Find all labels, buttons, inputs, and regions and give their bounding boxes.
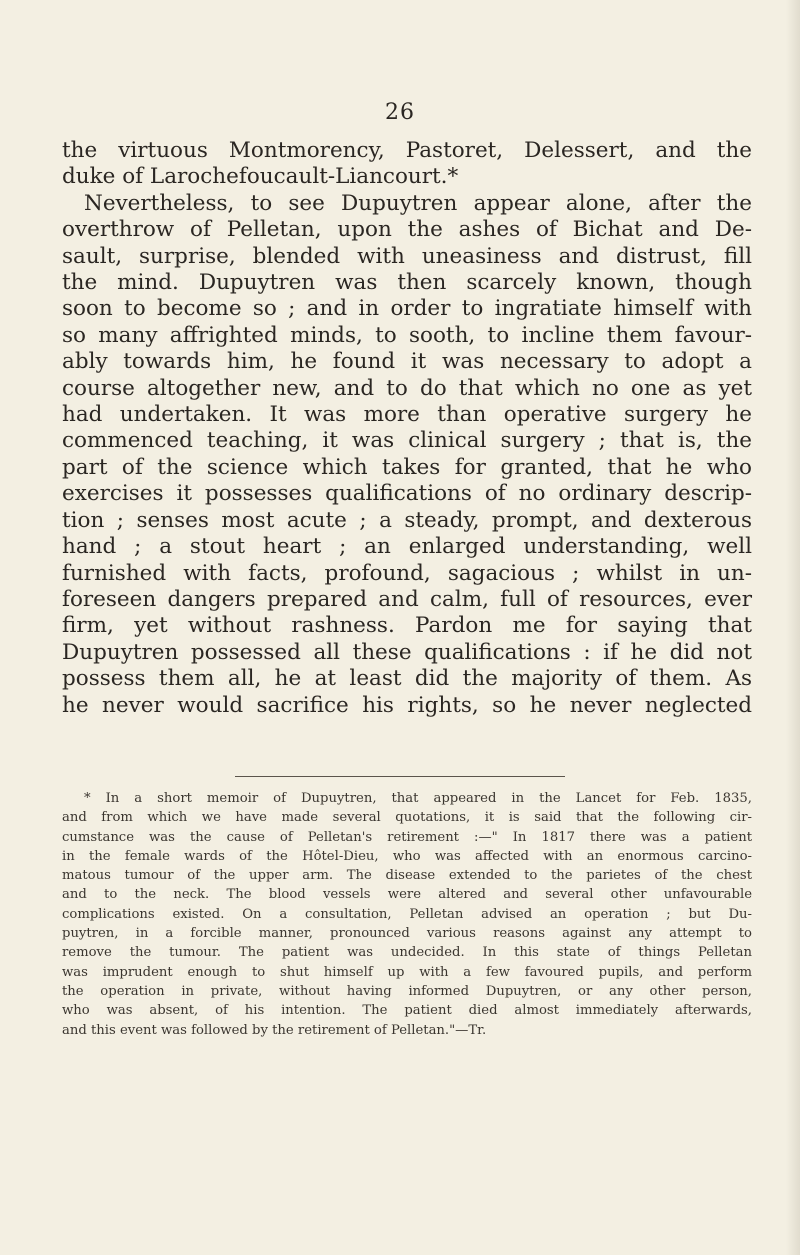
footnote-line: was imprudent enough to shut himself up with a few favoured pupils, and perform: [62, 964, 752, 980]
body-line: Nevertheless, to see Dupuytren appear alone, after the: [84, 190, 752, 216]
body-line: he never would sacrifice his rights, so he never neglected: [62, 692, 752, 718]
body-line: had undertaken. It was more than operative surgery he: [62, 402, 752, 428]
body-line: part of the science which takes for granted, that he who: [62, 454, 752, 480]
body-line: firm, yet without rashness. Pardon me for saying that: [62, 613, 752, 639]
page-number: 26: [385, 100, 415, 125]
footnote-line: cumstance was the cause of Pelletan's retirement :—" In 1817 there was a patient: [62, 829, 752, 845]
body-line: sault, surprise, blended with uneasiness and distrust, fill: [62, 243, 752, 269]
page-edge-shadow: [786, 0, 800, 1255]
footnote-line: complications existed. On a consultation, Pelletan advised an operation ; but Du-: [62, 906, 752, 922]
body-line: Dupuytren possessed all these qualifications : if he did not: [62, 639, 752, 665]
body-line: the virtuous Montmorency, Pastoret, Delessert, and the: [62, 138, 752, 163]
body-line: possess them all, he at least did the majority of them. As: [62, 666, 752, 692]
footnote-line: who was absent, of his intention. The patient died almost immediately afterwards,: [62, 1003, 752, 1019]
body-line: commenced teaching, it was clinical surgery ; that is, the: [62, 428, 752, 454]
footnote-line: in the female wards of the Hôtel-Dieu, who was affected with an enormous carcino-: [62, 848, 752, 864]
footnote-line: puytren, in a forcible manner, pronounced various reasons against any attempt to: [62, 926, 752, 942]
footnote: [62, 789, 752, 1040]
footnote-line: and to the neck. The blood vessels were altered and several other unfavourable: [62, 887, 752, 903]
body-line: furnished with facts, profound, sagacious ; whilst in un-: [62, 560, 752, 586]
body-line: foreseen dangers prepared and calm, full of resources, ever: [62, 586, 752, 612]
body-line: hand ; a stout heart ; an enlarged understanding, well: [62, 534, 752, 560]
body-line: soon to become so ; and in order to ingratiate himself with: [62, 296, 752, 322]
body-text: [62, 138, 752, 719]
footnote-line: matous tumour of the upper arm. The disease extended to the parietes of the chest: [62, 868, 752, 884]
footnote-line: the operation in private, without having informed Dupuytren, or any other person,: [62, 983, 752, 999]
body-line: ably towards him, he found it was necessary to adopt a: [62, 349, 752, 375]
body-line: the mind. Dupuytren was then scarcely known, though: [62, 270, 752, 296]
body-line: course altogether new, and to do that which no one as yet: [62, 375, 752, 401]
body-line: exercises it possesses qualifications of no ordinary descrip-: [62, 481, 752, 507]
body-line: duke of Larochefoucault-Liancourt.*: [62, 164, 459, 190]
footnote-divider: [235, 776, 565, 777]
footnote-line: and from which we have made several quotations, it is said that the following cir-: [62, 810, 752, 826]
footnote-line: * In a short memoir of Dupuytren, that appeared in the Lancet for Feb. 1835,: [84, 791, 752, 806]
footnote-line: and this event was followed by the retirement of Pelletan."—Tr.: [62, 1022, 487, 1038]
body-line: so many affrighted minds, to sooth, to incline them favour-: [62, 322, 752, 348]
body-line: overthrow of Pelletan, upon the ashes of Bichat and De-: [62, 217, 752, 243]
body-line: tion ; senses most acute ; a steady, prompt, and dexterous: [62, 507, 752, 533]
footnote-line: remove the tumour. The patient was undecided. In this state of things Pelletan: [62, 945, 752, 961]
